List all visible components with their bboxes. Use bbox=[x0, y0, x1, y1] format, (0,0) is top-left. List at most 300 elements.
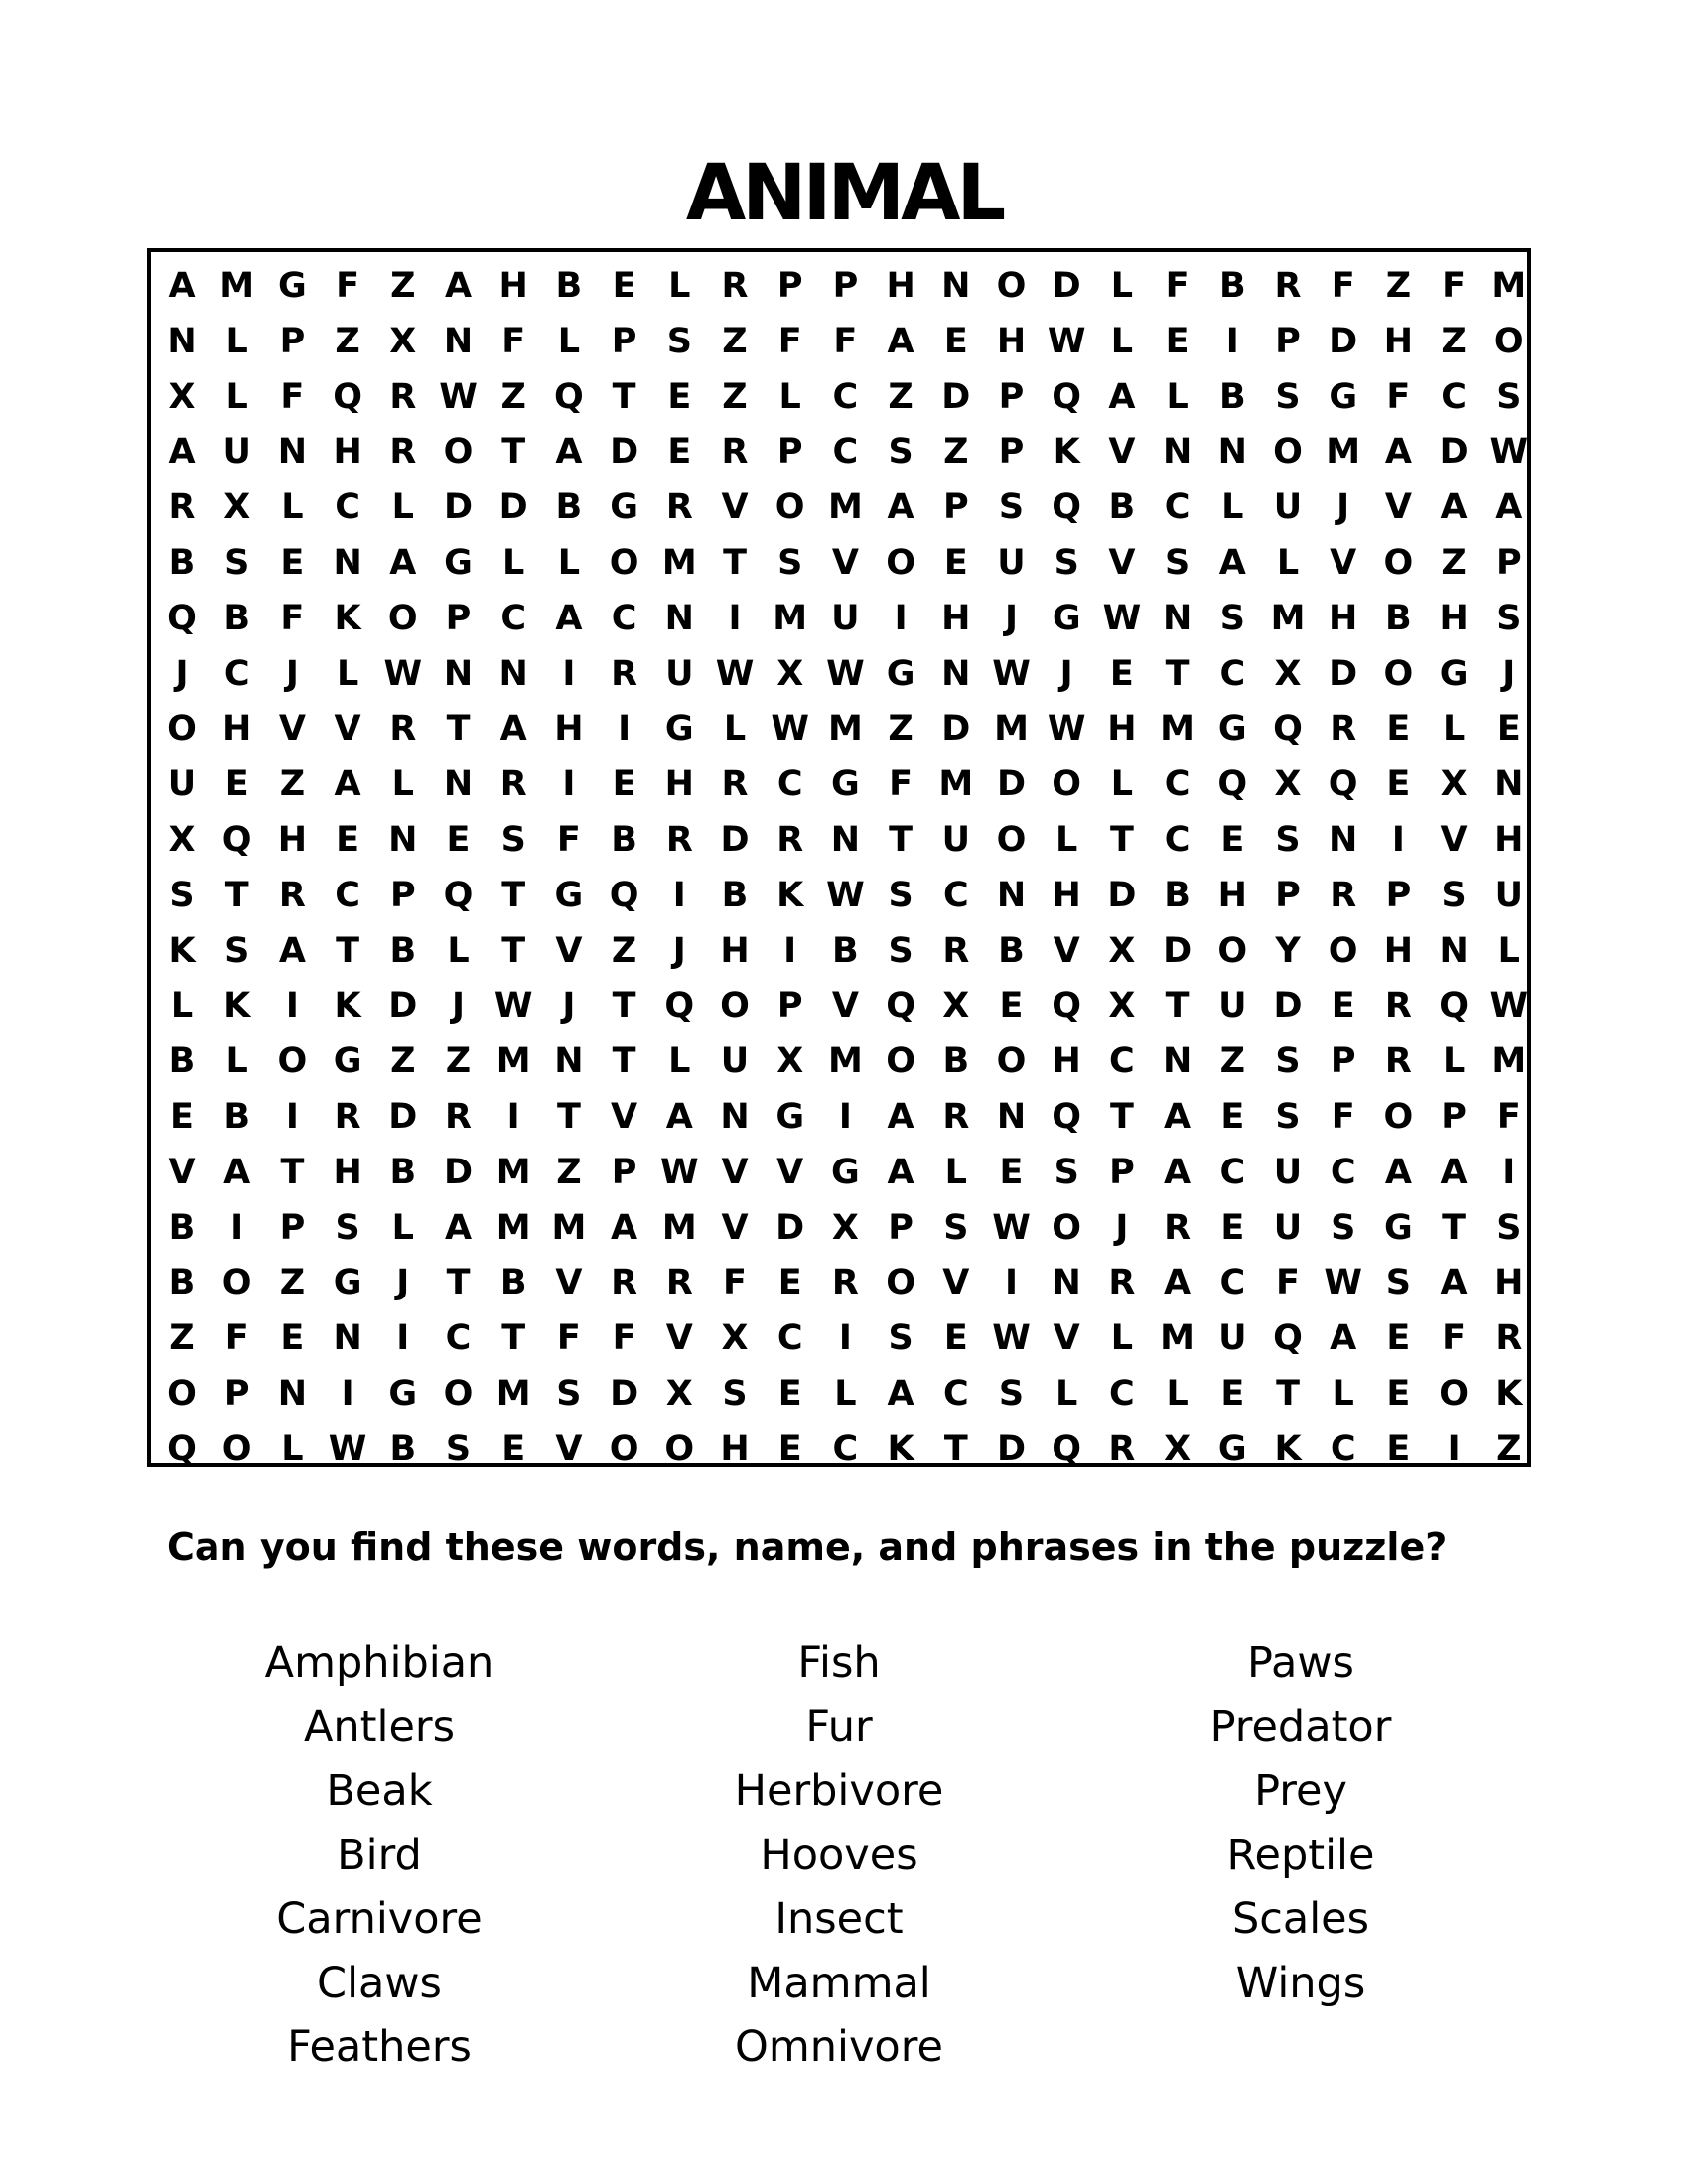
grid-letter: A bbox=[887, 1152, 914, 1192]
grid-letter: H bbox=[1329, 598, 1358, 638]
grid-letter: T bbox=[1165, 653, 1190, 694]
grid-letter: L bbox=[1055, 820, 1078, 860]
grid-letter: Y bbox=[1275, 930, 1301, 971]
grid-letter: W bbox=[1047, 709, 1086, 750]
grid-letter: N bbox=[996, 1097, 1027, 1137]
grid-letter: Q bbox=[886, 986, 915, 1026]
grid-letter: P bbox=[998, 432, 1025, 473]
word-list-item: Omnivore bbox=[735, 2022, 943, 2072]
grid-letter: I bbox=[562, 653, 576, 694]
grid-letter: V bbox=[1440, 820, 1468, 860]
grid-letter: F bbox=[1165, 266, 1190, 306]
grid-letter: L bbox=[1332, 1374, 1354, 1414]
grid-letter: K bbox=[887, 1429, 914, 1469]
grid-letter: W bbox=[439, 376, 478, 417]
grid-letter: C bbox=[832, 432, 859, 473]
grid-letter: O bbox=[609, 1429, 639, 1469]
grid-letter: A bbox=[444, 266, 473, 306]
grid-letter: S bbox=[777, 543, 803, 583]
grid-letter: I bbox=[1447, 1429, 1461, 1469]
grid-letter: A bbox=[168, 432, 196, 473]
grid-letter: L bbox=[225, 321, 248, 361]
grid-letter: A bbox=[555, 432, 583, 473]
grid-letter: C bbox=[1164, 764, 1191, 805]
grid-row bbox=[151, 258, 1527, 314]
grid-letter: I bbox=[894, 598, 908, 638]
grid-letter: C bbox=[1164, 820, 1191, 860]
grid-letter: T bbox=[446, 1263, 471, 1303]
grid-letter: I bbox=[838, 1097, 852, 1137]
grid-letter: S bbox=[998, 1374, 1025, 1414]
grid-letter: R bbox=[334, 1097, 361, 1137]
grid-letter: W bbox=[328, 1429, 367, 1469]
grid-letter: Z bbox=[1385, 266, 1412, 306]
grid-letter: F bbox=[556, 1318, 581, 1359]
grid-letter: O bbox=[1493, 321, 1524, 361]
word-list-item: Paws bbox=[1247, 1638, 1354, 1688]
grid-letter: M bbox=[1160, 1318, 1196, 1359]
grid-letter: W bbox=[826, 653, 865, 694]
grid-letter: T bbox=[501, 930, 526, 971]
grid-letter: P bbox=[279, 1207, 306, 1248]
grid-letter: J bbox=[672, 930, 686, 971]
grid-letter: X bbox=[1440, 764, 1468, 805]
grid-letter: S bbox=[556, 1374, 582, 1414]
grid-letter: W bbox=[1047, 321, 1086, 361]
grid-letter: T bbox=[446, 709, 471, 750]
grid-letter: X bbox=[1274, 653, 1302, 694]
grid-letter: R bbox=[665, 820, 693, 860]
word-list-item: Reptile bbox=[1226, 1830, 1375, 1880]
grid-letter: E bbox=[336, 820, 360, 860]
grid-letter: R bbox=[389, 376, 417, 417]
grid-letter: P bbox=[611, 1152, 637, 1192]
word-list-item: Claws bbox=[317, 1958, 442, 2008]
grid-letter: E bbox=[943, 321, 968, 361]
grid-letter: O bbox=[167, 1374, 197, 1414]
grid-row bbox=[151, 424, 1527, 479]
grid-letter: M bbox=[827, 1041, 863, 1082]
grid-letter: D bbox=[1439, 432, 1469, 473]
grid-letter: C bbox=[942, 1374, 969, 1414]
grid-letter: L bbox=[502, 543, 525, 583]
grid-letter: J bbox=[1004, 598, 1019, 638]
grid-letter: M bbox=[495, 1207, 531, 1248]
grid-letter: D bbox=[1052, 266, 1081, 306]
grid-letter: M bbox=[938, 764, 974, 805]
grid-letter: F bbox=[280, 598, 305, 638]
grid-letter: E bbox=[446, 820, 471, 860]
grid-letter: L bbox=[1442, 1041, 1466, 1082]
grid-letter: O bbox=[1052, 764, 1082, 805]
grid-letter: L bbox=[1110, 764, 1134, 805]
grid-letter: X bbox=[1108, 986, 1136, 1026]
word-list-item: Prey bbox=[1254, 1766, 1347, 1816]
grid-letter: E bbox=[777, 1263, 802, 1303]
grid-letter: E bbox=[224, 764, 249, 805]
grid-letter: L bbox=[281, 487, 304, 528]
grid-letter: N bbox=[941, 653, 971, 694]
grid-letter: D bbox=[941, 709, 971, 750]
grid-letter: D bbox=[996, 1429, 1027, 1469]
grid-letter: W bbox=[826, 875, 865, 915]
grid-letter: O bbox=[996, 266, 1027, 306]
grid-letter: E bbox=[501, 1429, 526, 1469]
grid-letter: Q bbox=[333, 376, 362, 417]
grid-letter: S bbox=[1275, 1041, 1301, 1082]
grid-letter: R bbox=[168, 487, 196, 528]
grid-letter: D bbox=[1107, 875, 1137, 915]
grid-letter: A bbox=[1440, 1263, 1468, 1303]
grid-letter: W bbox=[493, 986, 533, 1026]
grid-letter: C bbox=[776, 1318, 803, 1359]
grid-letter: Z bbox=[169, 1318, 195, 1359]
grid-letter: K bbox=[168, 930, 196, 971]
grid-letter: H bbox=[720, 1429, 750, 1469]
grid-letter: L bbox=[1166, 376, 1189, 417]
grid-letter: S bbox=[1496, 1207, 1522, 1248]
word-list-item: Beak bbox=[326, 1766, 433, 1816]
grid-letter: K bbox=[1495, 1374, 1523, 1414]
grid-letter: M bbox=[661, 543, 697, 583]
grid-letter: Q bbox=[1439, 986, 1469, 1026]
grid-letter: A bbox=[1164, 1263, 1192, 1303]
grid-letter: J bbox=[1336, 487, 1350, 528]
grid-letter: W bbox=[992, 653, 1031, 694]
grid-letter: N bbox=[1439, 930, 1469, 971]
grid-letter: J bbox=[175, 653, 189, 694]
grid-letter: T bbox=[889, 820, 914, 860]
grid-letter: A bbox=[1440, 1152, 1468, 1192]
grid-letter: V bbox=[776, 1152, 804, 1192]
grid-letter: E bbox=[1386, 1374, 1411, 1414]
word-list-item: Herbivore bbox=[734, 1766, 944, 1816]
grid-row bbox=[151, 369, 1527, 425]
grid-letter: V bbox=[278, 709, 306, 750]
grid-letter: A bbox=[887, 1374, 914, 1414]
grid-letter: I bbox=[285, 1097, 299, 1137]
grid-letter: P bbox=[776, 266, 803, 306]
grid-letter: L bbox=[723, 709, 747, 750]
grid-letter: F bbox=[1496, 1097, 1521, 1137]
grid-letter: R bbox=[665, 1263, 693, 1303]
grid-letter: A bbox=[499, 709, 527, 750]
grid-letter: W bbox=[1102, 598, 1142, 638]
grid-letter: H bbox=[498, 266, 528, 306]
grid-letter: M bbox=[551, 1207, 587, 1248]
grid-letter: H bbox=[1383, 930, 1414, 971]
grid-letter: T bbox=[612, 1041, 636, 1082]
grid-letter: V bbox=[721, 487, 749, 528]
grid-row bbox=[151, 978, 1527, 1033]
grid-letter: L bbox=[447, 930, 470, 971]
word-list-item: Amphibian bbox=[264, 1638, 494, 1688]
grid-letter: S bbox=[500, 820, 526, 860]
grid-letter: C bbox=[1109, 1374, 1135, 1414]
grid-letter: M bbox=[1326, 432, 1361, 473]
grid-letter: O bbox=[720, 986, 750, 1026]
grid-letter: B bbox=[1385, 598, 1412, 638]
grid-letter: Q bbox=[609, 875, 639, 915]
grid-letter: X bbox=[389, 321, 417, 361]
word-list-item: Carnivore bbox=[276, 1894, 483, 1944]
grid-letter: H bbox=[1217, 875, 1247, 915]
grid-letter: S bbox=[998, 487, 1025, 528]
grid-letter: G bbox=[554, 875, 584, 915]
grid-letter: M bbox=[495, 1152, 531, 1192]
instructions-text: Can you find these words, name, and phrases in the puzzle? bbox=[167, 1525, 1448, 1569]
grid-letter: O bbox=[1383, 543, 1414, 583]
grid-letter: F bbox=[224, 1318, 249, 1359]
grid-letter: L bbox=[170, 986, 194, 1026]
grid-letter: P bbox=[223, 1374, 250, 1414]
grid-letter: G bbox=[444, 543, 473, 583]
word-list-column-2 bbox=[611, 1631, 1067, 2080]
grid-letter: O bbox=[774, 487, 805, 528]
grid-letter: S bbox=[888, 930, 914, 971]
grid-letter: L bbox=[391, 764, 414, 805]
grid-row bbox=[151, 1310, 1527, 1366]
grid-letter: L bbox=[1110, 266, 1134, 306]
grid-letter: O bbox=[996, 1041, 1027, 1082]
grid-letter: Q bbox=[1328, 764, 1358, 805]
grid-letter: A bbox=[1164, 1097, 1192, 1137]
grid-letter: V bbox=[555, 930, 583, 971]
grid-letter: E bbox=[1109, 653, 1134, 694]
grid-letter: V bbox=[168, 1152, 196, 1192]
grid-letter: A bbox=[887, 321, 914, 361]
grid-letter: A bbox=[887, 1097, 914, 1137]
grid-row bbox=[151, 591, 1527, 646]
word-list-item: Predator bbox=[1209, 1702, 1392, 1752]
grid-letter: X bbox=[1164, 1429, 1192, 1469]
grid-letter: E bbox=[667, 376, 692, 417]
grid-letter: A bbox=[168, 266, 196, 306]
grid-letter: F bbox=[1442, 1318, 1467, 1359]
grid-letter: R bbox=[721, 432, 749, 473]
grid-letter: S bbox=[224, 930, 250, 971]
grid-letter: X bbox=[168, 376, 196, 417]
grid-letter: C bbox=[1441, 376, 1467, 417]
grid-letter: E bbox=[667, 432, 692, 473]
grid-letter: W bbox=[715, 653, 755, 694]
grid-row bbox=[151, 535, 1527, 591]
grid-letter: Q bbox=[1052, 986, 1082, 1026]
grid-letter: N bbox=[1052, 1263, 1081, 1303]
grid-letter: O bbox=[1217, 930, 1248, 971]
grid-letter: L bbox=[225, 376, 248, 417]
grid-letter: J bbox=[285, 653, 299, 694]
grid-letter: R bbox=[611, 653, 638, 694]
grid-letter: E bbox=[1386, 1318, 1411, 1359]
grid-letter: D bbox=[1273, 986, 1303, 1026]
grid-letter: E bbox=[943, 543, 968, 583]
grid-row bbox=[151, 314, 1527, 369]
grid-letter: Q bbox=[1052, 1097, 1082, 1137]
grid-letter: M bbox=[495, 1041, 531, 1082]
grid-letter: E bbox=[612, 266, 636, 306]
grid-letter: X bbox=[1274, 764, 1302, 805]
grid-letter: U bbox=[831, 598, 860, 638]
grid-letter: E bbox=[1331, 986, 1355, 1026]
grid-letter: B bbox=[168, 543, 196, 583]
grid-letter: I bbox=[618, 709, 632, 750]
grid-letter: R bbox=[611, 1263, 638, 1303]
grid-letter: L bbox=[1110, 321, 1134, 361]
grid-letter: A bbox=[1440, 487, 1468, 528]
grid-letter: P bbox=[942, 487, 969, 528]
grid-letter: F bbox=[556, 820, 581, 860]
grid-letter: T bbox=[1442, 1207, 1467, 1248]
grid-letter: R bbox=[665, 487, 693, 528]
grid-letter: I bbox=[396, 1318, 410, 1359]
grid-letter: T bbox=[612, 376, 636, 417]
grid-letter: L bbox=[391, 487, 414, 528]
grid-letter: G bbox=[1217, 709, 1247, 750]
word-list-item: Insect bbox=[774, 1894, 904, 1944]
letter-grid bbox=[147, 248, 1531, 1467]
grid-letter: L bbox=[1276, 543, 1300, 583]
grid-letter: B bbox=[389, 1429, 417, 1469]
grid-letter: N bbox=[498, 653, 528, 694]
grid-letter: D bbox=[1329, 653, 1358, 694]
grid-letter: U bbox=[720, 1041, 750, 1082]
grid-letter: B bbox=[555, 266, 583, 306]
grid-letter: S bbox=[1219, 598, 1245, 638]
grid-letter: Z bbox=[943, 432, 969, 473]
grid-row bbox=[151, 812, 1527, 868]
word-list-item: Wings bbox=[1235, 1958, 1366, 2008]
grid-letter: E bbox=[1386, 764, 1411, 805]
grid-letter: W bbox=[992, 1207, 1031, 1248]
grid-letter: S bbox=[1054, 543, 1079, 583]
grid-letter: M bbox=[1270, 598, 1306, 638]
grid-letter: E bbox=[1220, 820, 1245, 860]
grid-letter: G bbox=[1329, 376, 1358, 417]
grid-letter: C bbox=[335, 487, 360, 528]
grid-letter: P bbox=[1495, 543, 1522, 583]
grid-letter: D bbox=[1329, 321, 1358, 361]
grid-letter: R bbox=[499, 764, 527, 805]
grid-letter: C bbox=[1219, 1152, 1246, 1192]
grid-letter: J bbox=[1502, 653, 1516, 694]
grid-letter: F bbox=[280, 376, 305, 417]
grid-letter: S bbox=[888, 875, 914, 915]
grid-letter: Z bbox=[722, 376, 748, 417]
grid-letter: T bbox=[556, 1097, 581, 1137]
grid-letter: V bbox=[1108, 432, 1136, 473]
grid-letter: V bbox=[721, 1207, 749, 1248]
grid-letter: F bbox=[501, 321, 526, 361]
grid-letter: I bbox=[1391, 820, 1405, 860]
grid-letter: A bbox=[1384, 1152, 1412, 1192]
grid-letter: Q bbox=[1052, 1429, 1082, 1469]
grid-letter: S bbox=[169, 875, 195, 915]
grid-row bbox=[151, 1089, 1527, 1145]
grid-letter: J bbox=[562, 986, 576, 1026]
grid-letter: R bbox=[1384, 1041, 1412, 1082]
grid-letter: V bbox=[721, 1152, 749, 1192]
grid-letter: P bbox=[998, 376, 1025, 417]
grid-letter: H bbox=[1494, 820, 1524, 860]
grid-letter: I bbox=[1004, 1263, 1019, 1303]
grid-letter: Q bbox=[1273, 1318, 1303, 1359]
grid-letter: Z bbox=[556, 1152, 582, 1192]
grid-letter: X bbox=[942, 986, 970, 1026]
grid-letter: I bbox=[672, 875, 686, 915]
grid-letter: P bbox=[611, 321, 637, 361]
grid-letter: Z bbox=[335, 321, 360, 361]
grid-letter: P bbox=[389, 875, 416, 915]
word-list-item: Scales bbox=[1231, 1894, 1370, 1944]
word-list-item: Fur bbox=[805, 1702, 873, 1752]
grid-letter: P bbox=[776, 986, 803, 1026]
grid-letter: R bbox=[1495, 1318, 1523, 1359]
grid-letter: O bbox=[1052, 1207, 1082, 1248]
grid-letter: X bbox=[1108, 930, 1136, 971]
grid-letter: Q bbox=[664, 986, 695, 1026]
grid-letter: N bbox=[1162, 598, 1193, 638]
grid-letter: I bbox=[341, 1374, 354, 1414]
grid-letter: B bbox=[1164, 875, 1191, 915]
grid-letter: X bbox=[665, 1374, 693, 1414]
grid-letter: L bbox=[391, 1207, 414, 1248]
grid-letter: A bbox=[555, 598, 583, 638]
grid-letter: Z bbox=[611, 930, 637, 971]
grid-letter: S bbox=[1164, 543, 1191, 583]
grid-letter: A bbox=[665, 1097, 693, 1137]
grid-letter: G bbox=[1052, 598, 1081, 638]
grid-letter: F bbox=[1442, 266, 1467, 306]
grid-letter: G bbox=[1439, 653, 1469, 694]
grid-letter: P bbox=[445, 598, 472, 638]
grid-letter: Z bbox=[1496, 1429, 1522, 1469]
grid-letter: R bbox=[1108, 1429, 1136, 1469]
grid-letter: T bbox=[280, 1152, 305, 1192]
grid-letter: C bbox=[1219, 1263, 1246, 1303]
grid-letter: U bbox=[1273, 487, 1303, 528]
grid-letter: A bbox=[1384, 432, 1412, 473]
grid-letter: O bbox=[1383, 653, 1414, 694]
grid-letter: V bbox=[555, 1429, 583, 1469]
grid-letter: N bbox=[554, 1041, 584, 1082]
grid-letter: N bbox=[720, 1097, 750, 1137]
grid-letter: I bbox=[1225, 321, 1239, 361]
grid-letter: E bbox=[777, 1374, 802, 1414]
grid-letter: N bbox=[333, 543, 362, 583]
grid-letter: L bbox=[1055, 1374, 1078, 1414]
grid-letter: E bbox=[1165, 321, 1190, 361]
grid-letter: H bbox=[333, 1152, 362, 1192]
grid-letter: H bbox=[1052, 875, 1081, 915]
grid-row bbox=[151, 868, 1527, 923]
grid-letter: C bbox=[832, 1429, 859, 1469]
grid-letter: L bbox=[225, 1041, 248, 1082]
grid-letter: R bbox=[389, 432, 417, 473]
grid-letter: E bbox=[999, 986, 1024, 1026]
grid-letter: Q bbox=[167, 1429, 197, 1469]
grid-letter: T bbox=[501, 1318, 526, 1359]
grid-letter: I bbox=[783, 930, 797, 971]
grid-letter: E bbox=[1220, 1207, 1245, 1248]
word-list-item: Fish bbox=[797, 1638, 881, 1688]
grid-letter: S bbox=[1385, 1263, 1411, 1303]
grid-letter: Q bbox=[1052, 487, 1082, 528]
grid-letter: O bbox=[167, 709, 197, 750]
grid-letter: B bbox=[721, 875, 749, 915]
grid-letter: D bbox=[498, 487, 528, 528]
grid-letter: A bbox=[223, 1152, 251, 1192]
